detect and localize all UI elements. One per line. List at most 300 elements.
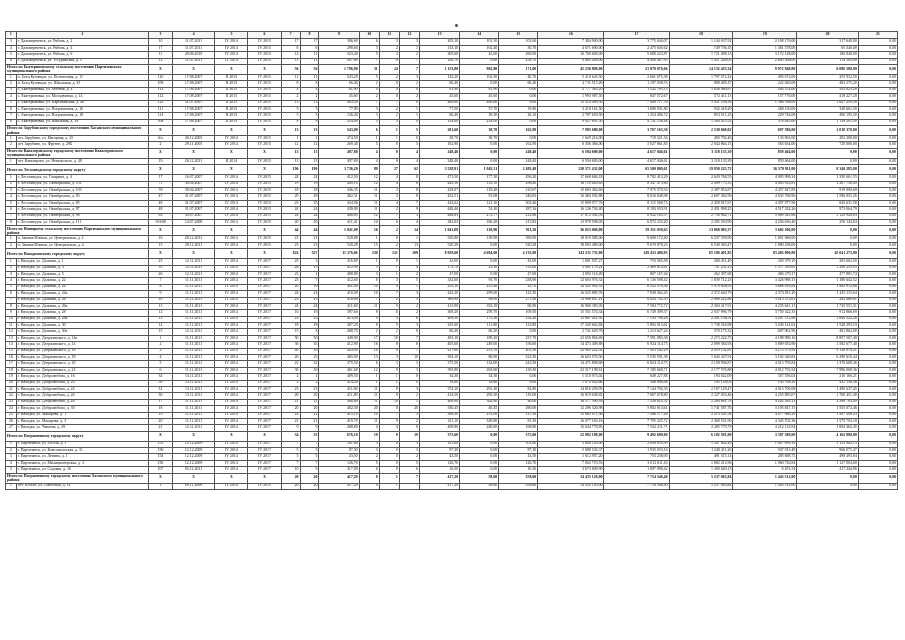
table-cell: II 2015: [215, 113, 248, 119]
subtotal-cell: 6 182 591,00: [669, 431, 733, 441]
table-cell: 259,70: [460, 310, 499, 316]
table-cell: 05.12.2011: [172, 467, 215, 473]
subtotal-cell: 0,00: [460, 431, 499, 441]
subtotal-cell: 7: [399, 64, 419, 74]
table-cell: 0,00: [858, 454, 897, 460]
subtotal-cell: 1 041,08: [419, 226, 459, 236]
table-cell: 412,60: [319, 278, 359, 284]
address-cell: г. Находка, ул. Дзержинского, д. 20: [16, 361, 148, 367]
table-cell: 26,10: [499, 113, 538, 119]
table-cell: 1 839 712,23: [669, 278, 733, 284]
table-cell: 1: [359, 136, 379, 142]
table-cell: 0,00: [858, 45, 897, 51]
subtotal-cell: X: [149, 126, 173, 136]
table-cell: 2: [399, 310, 419, 316]
subtotal-cell: 36 579 911,00: [733, 165, 797, 175]
table-cell: 8 857 567,40: [797, 335, 859, 341]
table-cell: 11: [359, 188, 379, 194]
table-cell: 9: [379, 418, 399, 424]
table-cell: 10: [359, 291, 379, 297]
table-cell: 24: [281, 175, 300, 181]
table-cell: IV 2014: [215, 297, 248, 303]
table-cell: 2: [379, 297, 399, 303]
table-cell: 162,90: [419, 142, 459, 148]
subtotal-cell: X: [172, 64, 215, 74]
table-cell: 0,00: [858, 219, 897, 225]
table-cell: 11: [359, 194, 379, 200]
table-cell: 35: [300, 342, 319, 348]
table-cell: 0,00: [499, 100, 538, 106]
table-cell: 853 511,23: [669, 113, 733, 119]
table-cell: IV 2014: [215, 265, 248, 271]
table-cell: 4 671 600,00: [538, 45, 604, 51]
table-cell: 8: [359, 310, 379, 316]
table-cell: 0,00: [858, 194, 897, 200]
table-cell: 411,80: [319, 393, 359, 399]
table-cell: 2 094 635,99: [604, 441, 669, 447]
table-cell: 6 136 598,42: [604, 278, 669, 284]
subtotal-cell: 6 594 600,00: [538, 148, 604, 158]
table-cell: 2: [379, 207, 399, 213]
table-cell: 38,70: [460, 136, 499, 142]
table-cell: IV 2017: [248, 454, 281, 460]
table-cell: 1: [300, 271, 319, 277]
subtotal-cell: 5 237 063,84: [669, 473, 733, 483]
subtotal-title: Итого по Зарубинскому городскому поселению Хасанского муниципального района: [6, 126, 149, 136]
table-cell: 249,00: [460, 342, 499, 348]
table-cell: 4: [359, 425, 379, 431]
subtotal-cell: 9 972 948,00: [733, 64, 797, 74]
table-cell: 7: [359, 100, 379, 106]
table-cell: 22: [300, 361, 319, 367]
table-cell: 0,00: [858, 361, 897, 367]
table-cell: 6 290 616,44: [797, 355, 859, 361]
table-cell: 6: [149, 367, 173, 373]
subtotal-title: Итого по Екатериновскому сельскому поселению Партизанского муниципального района: [6, 64, 149, 74]
table-cell: 9: [6, 310, 17, 316]
table-cell: 310,67: [499, 188, 538, 194]
scan-dot: [455, 24, 458, 27]
subtotal-cell: 3 307 580,00: [733, 431, 797, 441]
table-cell: 16 126 704,40: [538, 207, 604, 213]
table-cell: 1 213 627,24: [604, 329, 669, 335]
table-cell: 43,50: [419, 454, 459, 460]
address-cell: г. Лесозаводск, ул. Октябрьская, д. 103: [16, 188, 148, 194]
table-cell: 3 668 018,84: [733, 284, 797, 290]
table-cell: 0,00: [460, 448, 499, 454]
table-cell: 203,10: [419, 39, 459, 45]
table-cell: 2: [399, 454, 419, 460]
table-cell: IV 2014: [215, 335, 248, 341]
table-cell: 291,30: [460, 386, 499, 392]
table-cell: IV 2015: [248, 45, 281, 51]
table-cell: 3 012 611,43: [604, 460, 669, 466]
table-cell: 1 004 362,45: [797, 425, 859, 431]
table-cell: 2: [6, 265, 17, 271]
table-cell: 8 347 475,60: [604, 181, 669, 187]
table-cell: 15 551 574,34: [538, 310, 604, 316]
subtotal-cell: 4 162 800,00: [797, 431, 859, 441]
subtotal-cell: 4: [359, 148, 379, 158]
table-cell: 3 869 033,90: [733, 342, 797, 348]
table-cell: 12: [359, 181, 379, 187]
table-cell: 11.11.2011: [172, 278, 215, 284]
table-cell: IV 2014: [215, 355, 248, 361]
table-cell: 5 604 120,00: [538, 441, 604, 447]
table-cell: 21: [6, 386, 17, 392]
table-cell: 390,90: [499, 236, 538, 242]
subtotal-cell: 7: [399, 473, 419, 483]
table-cell: IV 2014: [215, 329, 248, 335]
subtotal-cell: 4 617 046,61: [604, 148, 669, 158]
table-cell: 7: [399, 483, 419, 489]
table-cell: 133,10: [419, 45, 459, 51]
table-cell: 3: [149, 348, 173, 354]
table-cell: 2: [281, 374, 300, 380]
table-cell: 0,00: [858, 291, 897, 297]
subtotal-cell: 3 602 206,00: [733, 226, 797, 236]
table-cell: 205 663,50: [797, 259, 859, 265]
table-cell: 12: [359, 367, 379, 373]
table-cell: 402,30: [319, 406, 359, 412]
table-cell: 11.07.2011: [172, 58, 215, 64]
table-cell: 429,07: [419, 188, 459, 194]
table-cell: 1 507 296,23: [797, 412, 859, 418]
table-cell: IV 2017: [248, 316, 281, 322]
table-cell: 4: [379, 181, 399, 187]
address-cell: г. Партизанск, ул. Комсомольская, д. 31: [16, 448, 148, 454]
table-cell: 11.07.2011: [172, 39, 215, 45]
table-cell: 4 273 573,92: [733, 348, 797, 354]
table-cell: 0: [399, 100, 419, 106]
table-cell: 189,20: [460, 335, 499, 341]
table-cell: 2 281 136,51: [669, 316, 733, 322]
table-cell: 1: [399, 399, 419, 405]
table-cell: 101,60: [319, 441, 359, 447]
table-cell: 9: [149, 291, 173, 297]
table-cell: 4 077 066,29: [733, 412, 797, 418]
table-cell: 26.12.2005: [172, 136, 215, 142]
address-cell: г. Находка, ул. Добролюбова, д. 30: [16, 406, 148, 412]
subtotal-cell: 6 086 580,00: [797, 64, 859, 74]
table-cell: 1 377 393,65: [733, 265, 797, 271]
subtotal-cell: 13: [300, 148, 319, 158]
table-cell: 5: [281, 106, 300, 112]
table-cell: 254,00: [319, 119, 359, 125]
table-cell: 22: [6, 393, 17, 399]
table-cell: 403,20: [319, 100, 359, 106]
table-cell: 2 741 629,78: [538, 329, 604, 335]
table-cell: 0: [399, 374, 419, 380]
table-cell: 1 144 037,92: [669, 39, 733, 45]
table-cell: II 2015: [215, 74, 248, 80]
table-cell: 6 824 792,35: [604, 297, 669, 303]
subtotal-cell: 0,00: [858, 226, 897, 236]
table-cell: 6 972 233,20: [604, 219, 669, 225]
table-cell: 410,00: [319, 291, 359, 297]
subtotal-cell: 121: [379, 249, 399, 259]
table-cell: 3: [399, 448, 419, 454]
table-cell: 0,00: [858, 342, 897, 348]
address-cell: пгт. Посьет, ул. Советская, д. 14: [16, 483, 148, 489]
table-cell: 1 584 415,52: [669, 119, 733, 125]
table-cell: 16: [300, 310, 319, 316]
table-cell: 24: [300, 213, 319, 219]
table-cell: 0,00: [460, 460, 499, 466]
table-row: [6, 483, 898, 489]
table-cell: 4: [6, 94, 17, 100]
table-cell: 34,30: [419, 374, 459, 380]
table-cell: 10: [149, 297, 173, 303]
subtotal-cell: X: [149, 431, 173, 441]
table-cell: 21: [300, 236, 319, 242]
table-cell: 80,00: [460, 355, 499, 361]
table-cell: 3: [359, 45, 379, 51]
table-cell: 3: [6, 39, 17, 45]
subtotal-cell: 0,00: [797, 148, 859, 158]
subtotal-cell: 417,20: [319, 473, 359, 483]
table-cell: 3 118 135,39: [669, 158, 733, 164]
table-cell: 1 801 968,00: [733, 236, 797, 242]
subtotal-cell: 2: [379, 226, 399, 236]
subtotal-cell: 14 132 455,34: [669, 64, 733, 74]
table-cell: 1 963 912,66: [797, 284, 859, 290]
table-cell: 45,60: [460, 52, 499, 58]
table-cell: 20: [300, 393, 319, 399]
table-cell: 20: [281, 406, 300, 412]
subtotal-cell: X: [149, 249, 173, 259]
address-cell: г. Находка, ул. Макарова, д. 3: [16, 418, 148, 424]
table-cell: 57,70: [460, 106, 499, 112]
table-cell: IV 2015: [248, 142, 281, 148]
table-cell: 17.08.2007: [172, 119, 215, 125]
table-cell: 5 088 533,37: [538, 448, 604, 454]
table-cell: 5: [359, 74, 379, 80]
table-cell: 23,30: [460, 265, 499, 271]
table-cell: 34,30: [460, 374, 499, 380]
table-cell: 449,00: [319, 335, 359, 341]
subtotal-cell: 0,00: [858, 473, 897, 483]
table-cell: 17: [300, 39, 319, 45]
table-cell: 8: [359, 323, 379, 329]
table-cell: 20: [300, 219, 319, 225]
table-cell: 418 227,20: [797, 94, 859, 100]
table-cell: 2 099 584,93: [669, 342, 733, 348]
address-cell: г. Находка, ул. Добролюбова, д. 26: [16, 393, 148, 399]
column-number-cell: 15: [499, 32, 538, 39]
address-cell: г. Находка, ул. Дальняя, д. 26а: [16, 303, 148, 309]
table-cell: 0,00: [858, 271, 897, 277]
table-cell: 2 159 936,87: [669, 361, 733, 367]
address-cell: с. Екатериновка, ул. Школьная, д. 29: [16, 119, 148, 125]
table-cell: IV 2015: [248, 194, 281, 200]
table-cell: 0,00: [499, 119, 538, 125]
table-cell: 133,10: [460, 181, 499, 187]
table-cell: 16 623 570,36: [538, 355, 604, 361]
table-cell: 101,60: [419, 441, 459, 447]
table-cell: 5: [6, 284, 17, 290]
subtotal-row: [6, 64, 898, 74]
column-number-cell: 7: [281, 32, 300, 39]
address-cell: г. Находка, ул. Добролюбова, д. 28: [16, 399, 148, 405]
table-cell: 1 725 551,31: [797, 303, 859, 309]
table-cell: IV 2017: [248, 278, 281, 284]
table-cell: 118,40: [460, 188, 499, 194]
table-cell: 747 231,25: [669, 265, 733, 271]
table-cell: 2 629 768,55: [669, 175, 733, 181]
subtotal-cell: X: [248, 165, 281, 175]
table-cell: 2 273 224,75: [669, 335, 733, 341]
table-cell: 2: [300, 380, 319, 386]
table-cell: 17.08.2007: [172, 113, 215, 119]
subtotal-row: [6, 148, 898, 158]
table-cell: 1: [379, 271, 399, 277]
table-cell: 4 663 933,81: [733, 181, 797, 187]
table-cell: 408,70: [319, 329, 359, 335]
table-cell: 13: [359, 355, 379, 361]
table-cell: IV 2014: [215, 454, 248, 460]
subtotal-cell: X: [248, 226, 281, 236]
table-cell: 6: [359, 39, 379, 45]
table-cell: 1 797 572,42: [669, 74, 733, 80]
table-cell: 0,00: [460, 242, 499, 248]
column-number-cell: 2: [16, 32, 148, 39]
table-cell: 520,28: [319, 242, 359, 248]
table-cell: 111,80: [460, 323, 499, 329]
table-cell: 4 212 123,94: [733, 425, 797, 431]
table-cell: 31.07.2007: [172, 194, 215, 200]
table-cell: 408,90: [419, 399, 459, 405]
table-cell: 142,20: [419, 74, 459, 80]
table-cell: IV 2014: [215, 367, 248, 373]
subtotal-cell: 171,00: [499, 64, 538, 74]
table-cell: 12.12.2009: [172, 454, 215, 460]
table-cell: 4 517 332,26: [733, 207, 797, 213]
subtotal-row: [6, 165, 898, 175]
table-cell: 2 568 783,49: [797, 399, 859, 405]
subtotal-title: Итого по Кавалеровскому городскому поселению Кавалеровского муниципального района: [6, 148, 149, 158]
subtotal-cell: 5: [399, 126, 419, 136]
table-cell: IV 2014: [215, 467, 248, 473]
table-cell: 9: [359, 316, 379, 322]
table-cell: 103/08: [149, 219, 173, 225]
subtotal-cell: 19: [399, 431, 419, 441]
table-cell: 8 782 414,29: [604, 175, 669, 181]
table-cell: 17 668 684,18: [538, 175, 604, 181]
table-cell: 719 321,54: [604, 136, 669, 142]
table-cell: 20: [281, 284, 300, 290]
address-cell: г. Партизанск, ул. Милиционерская, д. 3: [16, 460, 148, 466]
table-cell: 7: [379, 412, 399, 418]
subtotal-cell: 1 041,08: [319, 226, 359, 236]
table-cell: 23,70: [499, 284, 538, 290]
table-cell: 8: [6, 119, 17, 125]
table-cell: 8: [399, 175, 419, 181]
table-cell: 394,10: [419, 355, 459, 361]
table-cell: 2: [399, 52, 419, 58]
table-cell: 18: [300, 188, 319, 194]
table-cell: 3 673 849,90: [538, 467, 604, 473]
subtotal-cell: 129,90: [460, 226, 499, 236]
table-cell: IV 2015: [248, 200, 281, 206]
table-cell: 111: [149, 106, 173, 112]
table-cell: 7: [399, 58, 419, 64]
table-cell: 1 207 736,49: [797, 181, 859, 187]
subtotal-title: Итого по Новицкому сельскому поселению Партизанского муниципального района: [6, 226, 149, 236]
table-cell: 4 255 885,07: [733, 393, 797, 399]
address-cell: г. Дальнереченск, ул. Рябова, д. 4: [16, 45, 148, 51]
table-cell: 17 872 392,93: [538, 213, 604, 219]
table-cell: 0,00: [460, 158, 499, 164]
table-cell: IV 2014: [215, 386, 248, 392]
table-cell: 1 127 004,60: [797, 460, 859, 466]
table-cell: 40,70: [499, 74, 538, 80]
table-cell: 0,00: [460, 441, 499, 447]
table-cell: 400,80: [460, 100, 499, 106]
table-cell: 25: [300, 200, 319, 206]
column-number-cell: 20: [797, 32, 859, 39]
table-cell: 0,00: [858, 236, 897, 242]
table-cell: 572 411,13: [669, 94, 733, 100]
table-cell: 11: [359, 200, 379, 206]
subtotal-cell: 13: [300, 126, 319, 136]
subtotal-cell: 45 236 800,00: [538, 64, 604, 74]
table-cell: 87,30: [499, 448, 538, 454]
table-cell: 24: [281, 207, 300, 213]
table-cell: 7 453 162,29: [604, 348, 669, 354]
table-cell: 0,00: [858, 355, 897, 361]
table-cell: 8: [399, 181, 419, 187]
table-cell: 3: [399, 74, 419, 80]
table-cell: 31: [149, 386, 173, 392]
table-cell: 0,00: [858, 297, 897, 303]
table-cell: 30.04.2007: [172, 181, 215, 187]
table-cell: 358,60: [499, 483, 538, 489]
table-cell: 16 960 383,03: [538, 303, 604, 309]
table-cell: 1 129 926,83: [797, 213, 859, 219]
table-cell: 2: [281, 380, 300, 386]
subtotal-cell: 44: [281, 226, 300, 236]
table-cell: 15 044 778,85: [538, 425, 604, 431]
table-cell: IV 2014: [215, 399, 248, 405]
column-number-cell: 4: [172, 32, 215, 39]
table-cell: 0,00: [460, 467, 499, 473]
table-cell: 407,20: [319, 323, 359, 329]
table-cell: 0: [379, 81, 399, 87]
table-cell: 4: [149, 355, 173, 361]
table-cell: 4 188 989,16: [733, 335, 797, 341]
subtotal-cell: X: [215, 165, 248, 175]
subtotal-cell: 0,00: [858, 165, 897, 175]
table-cell: 21: [281, 399, 300, 405]
subtotal-cell: 20: [300, 473, 319, 483]
table-cell: 4 235 641,13: [733, 303, 797, 309]
subtotal-cell: 1 443 512,00: [733, 473, 797, 483]
subtotal-cell: 0,00: [797, 226, 859, 236]
table-cell: 5: [399, 142, 419, 148]
table-cell: 397,60: [319, 310, 359, 316]
table-cell: 1 457 226,05: [669, 58, 733, 64]
table-cell: 7 591 083,38: [604, 335, 669, 341]
subtotal-row: [6, 431, 898, 441]
table-cell: 126,40: [319, 113, 359, 119]
table-cell: 2 469 814,61: [604, 265, 669, 271]
table-cell: 1 240 411,26: [669, 448, 733, 454]
table-cell: 1 510 973,02: [538, 374, 604, 380]
subtotal-cell: 33: [300, 431, 319, 441]
table-cell: 15 667 021,95: [538, 316, 604, 322]
table-cell: 498 493,84: [797, 454, 859, 460]
